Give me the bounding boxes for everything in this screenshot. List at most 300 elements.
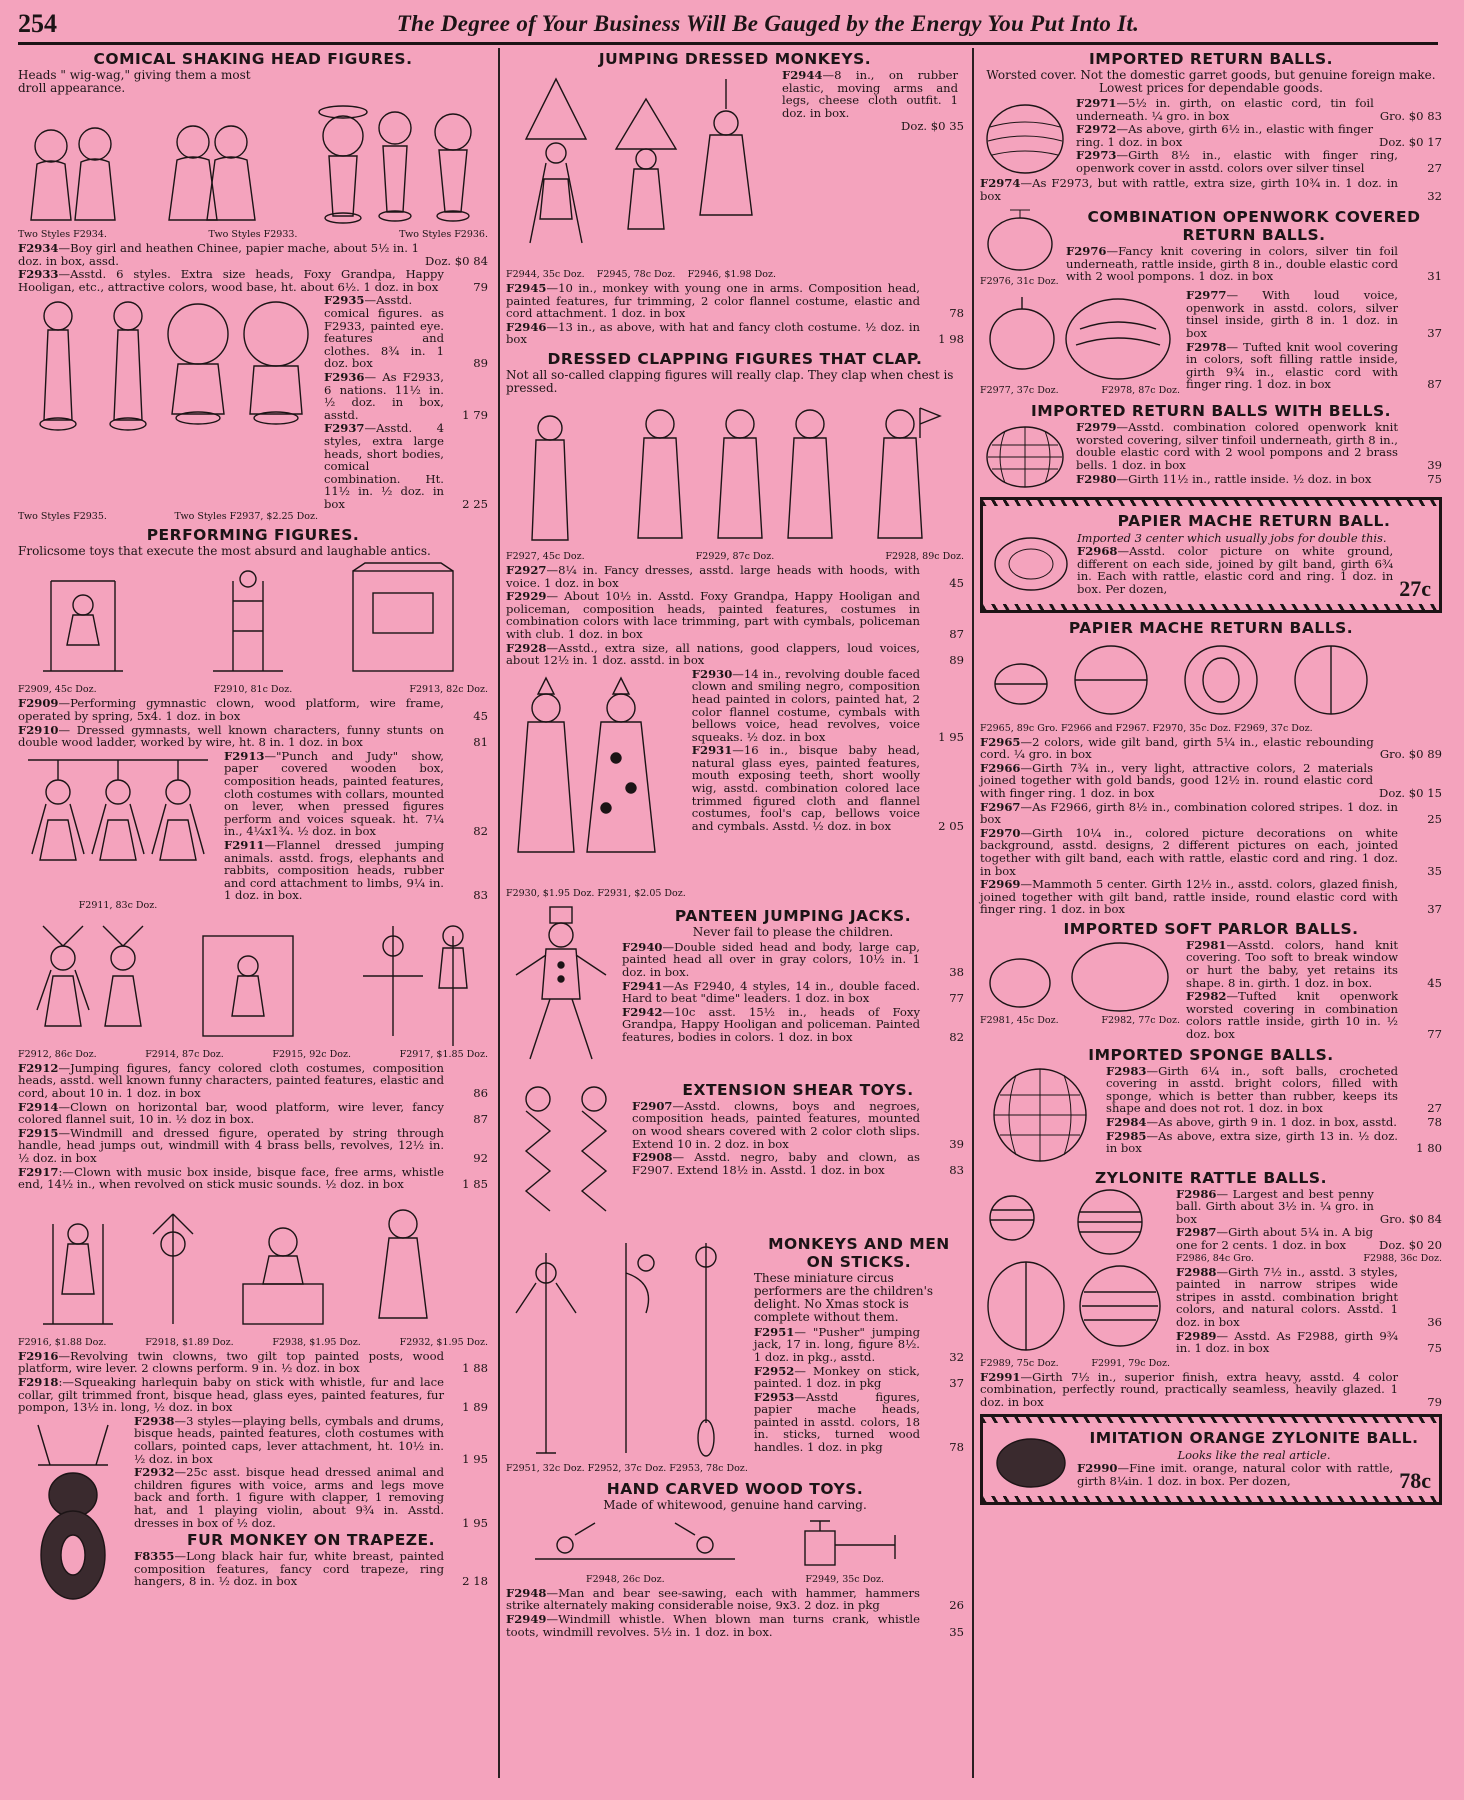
caption: F2977, 37c Doz.: [980, 385, 1059, 397]
papier-mache-banner: [980, 497, 1442, 612]
split-block: [991, 1421, 1431, 1497]
caption: F2910, 81c Doz.: [213, 684, 293, 696]
caption-row: [980, 385, 1180, 396]
product-item: [1076, 473, 1442, 486]
section-subtitle: Made of whitewood, genuine hand carving.: [603, 1497, 867, 1512]
product-item-price-row: [782, 120, 964, 133]
product-description: —As above, girth 9 in. 1 doz. in box, asstd.: [1146, 1115, 1397, 1129]
section-panteen: [506, 905, 964, 1075]
illustration-clowns: [506, 668, 686, 901]
product-item: [506, 282, 964, 320]
section-return-balls: [980, 50, 1442, 202]
illustration-orange-ball: [991, 1421, 1071, 1491]
product-price: 1 95: [462, 1451, 488, 1466]
section-title: HAND CARVED WOOD TOYS.: [606, 1479, 864, 1498]
product-item: [980, 177, 1442, 202]
product-description: —Girth 7½ in., asstd. 3 styles, painted in narrow stripes wide stripes in asstd. combination bright colors, and natural colors. Asstd. 1 doz. in box: [1176, 1264, 1398, 1329]
ball-icon: [980, 939, 1180, 1015]
product-description: —Performing gymnastic clown, wood platform, wire frame, operated by spring, 5x4. 1 doz. in box: [18, 696, 444, 724]
product-item: [622, 980, 964, 1005]
split-text: [1077, 504, 1431, 605]
product-description: —As above, extra size, girth 13 in. ½ doz. in box: [1106, 1128, 1398, 1156]
split-block: [18, 294, 488, 511]
section-shaking-head: [18, 50, 488, 522]
product-description: —Asstd. 4 styles, extra large heads, short bodies, comical combination. Ht. 11½ in. ½ doz. in box: [324, 421, 444, 511]
product-sku: F2938: [134, 1413, 175, 1428]
section-title: IMPORTED RETURN BALLS WITH BELLS.: [1030, 402, 1391, 421]
product-sku: F2974: [980, 176, 1021, 190]
product-sku: F2986: [1176, 1186, 1217, 1201]
product-price: 2 25: [462, 496, 488, 511]
product-price: 31: [1427, 269, 1442, 284]
caption-row: [980, 1358, 1170, 1369]
product-price: 78: [1427, 1115, 1442, 1129]
product-price: 86: [473, 1086, 488, 1101]
caption: F2917, $1.85 Doz.: [399, 1048, 488, 1060]
product-price: Doz. $0 84: [425, 253, 488, 268]
product-description: —Asstd., extra size, all nations, good clappers, loud voices, about 12½ in. 1 doz. asstd. in box: [506, 640, 920, 668]
product-item: [18, 1376, 488, 1414]
split-text: [224, 750, 488, 903]
product-price: 27: [1427, 1101, 1442, 1116]
illustration-picture-ball: [991, 504, 1071, 594]
caption-row: [980, 276, 1060, 287]
product-price: 77: [1427, 1027, 1442, 1042]
caption: F2986, 84c Gro.: [1176, 1252, 1254, 1264]
figure-illustration: [23, 1194, 483, 1334]
page-header: [18, 4, 1438, 44]
product-item: [1106, 1065, 1442, 1115]
product-sku: F2912: [18, 1060, 59, 1075]
product-sku: F2966: [980, 760, 1021, 775]
section-subtitle: Heads " wig-wag," giving them a most droll appearance.: [18, 68, 251, 95]
orange-ball-banner: [980, 1414, 1442, 1504]
caption-row: [506, 269, 776, 280]
figure-illustration: [506, 69, 776, 269]
caption: F2914, 87c Doz.: [145, 1048, 224, 1060]
product-price: 32: [949, 1349, 964, 1364]
section-title: COMBINATION OPENWORK COVERED RETURN BALLS.: [1087, 208, 1421, 245]
product-description: —Fancy knit covering in colors, silver tin foil underneath, rattle inside, girth 8 in., double elastic cord with 2 wool pompons. 1 doz. in box: [1066, 244, 1398, 284]
product-price: 82: [949, 1029, 964, 1044]
product-description: —14 in., revolving double faced clown and smiling negro, composition head painted in colors, painted hat, 2 color flannel costume, cymbals with bellows voice, head revolves, voice squeaks. ½ doz. in box: [691, 666, 920, 744]
product-sku: F2940: [622, 939, 663, 954]
product-item: [632, 1151, 964, 1176]
product-sku: F2970: [980, 825, 1021, 840]
caption: F2927, 45c Doz.: [506, 550, 585, 562]
product-price: 75: [1427, 471, 1442, 486]
product-description: —Clown on horizontal bar, wood platform, wire lever, fancy colored flannel suit, 10 in. ½ doz in box.: [18, 1099, 444, 1127]
product-sku: F2935: [324, 293, 365, 308]
caption: F2989, 75c Doz.: [980, 1357, 1059, 1369]
product-sku: F2931: [691, 743, 733, 758]
product-description: — Tufted knit wool covering in colors, soft filling rattle inside, girth 9¾ in., elastic cord with finger ring. 1 doz. in box: [1186, 339, 1398, 392]
product-description: —13 in., as above, with hat and fancy cloth costume. ½ doz. in box: [506, 319, 920, 347]
product-description: —10 in., monkey with young one in arms. Composition head, painted features, fur trimming, 2 color flannel costume, elastic and cord attachment. 1 doz. in box: [506, 281, 920, 321]
product-item: [980, 1371, 1442, 1409]
product-price: 1 85: [462, 1177, 488, 1192]
illustration-clapping: [506, 398, 964, 548]
product-item: [18, 268, 488, 293]
section-title: IMITATION ORANGE ZYLONITE BALL.: [1089, 1429, 1419, 1448]
section-title: JUMPING DRESSED MONKEYS.: [598, 50, 872, 68]
product-item: [1186, 289, 1442, 339]
section-title: EXTENSION SHEAR TOYS.: [682, 1080, 914, 1099]
product-description: —Boy girl and heathen Chinee, papier mache, about 5½ in. 1 doz. in box, assd.: [18, 241, 420, 268]
caption-row: [18, 511, 318, 522]
product-item: [980, 736, 1442, 761]
product-sku: F2985: [1106, 1128, 1147, 1143]
illustration-shear-toys: [506, 1079, 626, 1229]
section-subtitle: These miniature circus performers are the children's delight. No Xmas stock is complete without them.: [753, 1270, 934, 1324]
product-sku: F2915: [18, 1125, 59, 1140]
illustration-papier-balls: [980, 640, 1442, 720]
product-description: — As F2933, 6 nations. 11½ in. ½ doz. in box, asstd.: [324, 369, 444, 422]
column-middle: [498, 48, 964, 1778]
caption: F2976, 31c Doz.: [980, 276, 1059, 288]
section-subtitle: Worsted cover. Not the domestic garret goods, but genuine foreign make. Lowest prices for dependable goods.: [986, 68, 1436, 95]
illustration-shaking-figures: [18, 98, 488, 226]
product-price: 45: [949, 575, 964, 590]
caption: F2978, 87c Doz.: [1101, 385, 1180, 397]
split-text: [632, 1079, 964, 1178]
caption: F2982, 77c Doz.: [1101, 1014, 1180, 1026]
page-number: 254: [18, 9, 57, 38]
ball-icon: [991, 1435, 1071, 1491]
product-description: —Girth about 5¼ in. A big one for 2 cents. 1 doz. in box: [1176, 1225, 1374, 1252]
product-description: —Girth 6¼ in., soft balls, crocheted covering in asstd. bright colors, filled with sponge, which is better than rubber, keeps its shape and does not rot. 1 doz. in box: [1106, 1063, 1398, 1116]
column-left: [18, 48, 488, 1778]
split-block: [506, 1079, 964, 1229]
split-text: [1186, 939, 1442, 1042]
caption-row: [18, 229, 488, 240]
product-price: 37: [1427, 325, 1442, 340]
product-price: 89: [949, 653, 964, 668]
product-sku: F2953: [753, 1389, 795, 1404]
product-price: 35: [949, 1624, 964, 1639]
product-sku: F2969: [980, 877, 1021, 892]
illustration-jumping-animals: [18, 750, 218, 913]
product-description: —Asstd. 6 styles. Extra size heads, Foxy Grandpa, Happy Hooligan, etc., attractive colors, wood base, ht. about 6½. 1 doz. in box: [18, 267, 444, 294]
product-sku: F2927: [506, 562, 547, 577]
product-sku: F2971: [1076, 96, 1117, 110]
product-sku: F2976: [1066, 244, 1107, 259]
column-right: [972, 48, 1442, 1778]
product-description: —Asstd figures, papier mache heads, painted in asstd. colors, 18 in. sticks, turned wood handles. 1 doz. in pkg: [753, 1389, 920, 1455]
split-text: [1066, 206, 1442, 284]
product-description: —Girth 11½ in., rattle inside. ½ doz. in box: [1116, 471, 1372, 486]
product-price: 35: [1427, 863, 1442, 878]
product-sku: F2929: [506, 589, 547, 604]
product-price: 1 88: [462, 1361, 488, 1376]
page-title: The Degree of Your Business Will Be Gauged by the Energy You Put Into It.: [396, 11, 1140, 36]
product-description: —As above, girth 6½ in., elastic with finger ring. 1 doz. in box: [1076, 122, 1374, 149]
product-sku: F2949: [506, 1611, 547, 1626]
product-description: —8 in., on rubber elastic, moving arms and legs, cheese cloth outfit. 1 doz. in box.: [782, 68, 958, 120]
product-description: —Flannel dressed jumping animals. asstd. frogs, elephants and rabbits, composition heads, rubber and cord attachment to limbs, 9¼ in. 1 doz. in box.: [224, 838, 444, 903]
product-description: :—Squeaking harlequin baby on stick with whistle, fur and lace collar, gilt trimmed front, bisque head, glass eyes, painted features, fur pompon, 13½ in. long, ½ doz. in box: [18, 1374, 444, 1415]
product-description: —Mammoth 5 center. Girth 12½ in., asstd. colors, glazed finish, joined together with gilt band, rattle inside, round elastic cord with finger ring. 1 doz. in box: [980, 877, 1398, 917]
section-title: PERFORMING FIGURES.: [146, 526, 360, 545]
section-title: PANTEEN JUMPING JACKS.: [674, 906, 912, 925]
product-item: [18, 1101, 488, 1126]
product-sku: F2936: [324, 369, 365, 384]
product-sku: F2942: [622, 1004, 663, 1019]
product-item: [506, 590, 964, 640]
product-description: — Asstd. As F2988, girth 9¾ in. 1 doz. in box: [1176, 1328, 1398, 1356]
product-price: 27c: [1399, 575, 1431, 601]
product-price: 92: [473, 1151, 488, 1165]
caption-row: [18, 1049, 488, 1060]
product-price: Doz. $0 15: [1379, 785, 1442, 800]
split-text: [1076, 421, 1442, 486]
section-title: ZYLONITE RATTLE BALLS.: [1095, 1168, 1327, 1187]
product-sku: F2937: [324, 421, 365, 436]
illustration-fur-monkey: [18, 1415, 128, 1615]
product-sku: F2933: [18, 267, 59, 282]
product-item: [1076, 421, 1442, 471]
product-price: 37: [949, 1376, 964, 1391]
product-sku: F2928: [506, 640, 547, 655]
split-text: [1176, 1188, 1442, 1356]
product-item: [18, 697, 488, 722]
product-description: —5½ in. girth, on elastic cord, tin foil underneath. ¼ gro. in box: [1076, 96, 1374, 123]
product-item: [1076, 97, 1442, 122]
product-description: —Man and bear see-sawing, each with hammer, hammers strike alternately making considerable noise, 9x3. 2 doz. in pkg: [506, 1585, 920, 1613]
product-sku: F2916: [18, 1348, 59, 1363]
product-sku: F2977: [1186, 288, 1227, 303]
product-sku: F2918: [18, 1374, 59, 1389]
split-block: [980, 206, 1442, 289]
product-description: —As F2973, but with rattle, extra size, girth 10¾ in. 1 doz. in box: [980, 176, 1398, 203]
illustration-sticks: [506, 1233, 748, 1476]
product-sku: F2914: [18, 1099, 59, 1114]
product-price: Doz. $0 20: [1379, 1238, 1442, 1252]
product-sku: F2911: [224, 838, 265, 852]
product-description: —Girth 8½ in., elastic with finger ring, openwork cover in asstd. colors over silver tinsel: [1076, 148, 1398, 175]
caption: F2945, 78c Doz.: [596, 269, 676, 280]
section-parlor-balls: [980, 920, 1442, 1042]
illustration-parlor-balls: [980, 939, 1180, 1028]
product-sku: F2972: [1076, 122, 1117, 137]
split-text: [1186, 289, 1442, 392]
section-title: PAPIER MACHE RETURN BALL.: [1117, 512, 1391, 531]
product-item: [622, 1006, 964, 1044]
product-price: Gro. $0 83: [1379, 108, 1442, 123]
split-block: [18, 1415, 488, 1615]
figure-illustration: [23, 561, 483, 681]
caption: F2946, $1.98 Doz.: [687, 269, 776, 280]
split-text: [1077, 1421, 1431, 1497]
split-text: [1106, 1065, 1442, 1156]
product-price: 2 05: [938, 818, 964, 833]
product-description: :—Clown with music box inside, bisque face, free arms, whistle end, 14½ in., when revolved on stick music sounds. ½ doz. in box: [18, 1164, 444, 1192]
ball-icon: [980, 289, 1180, 385]
product-item: [980, 827, 1442, 877]
split-block: [506, 905, 964, 1075]
split-block: [506, 69, 964, 282]
caption: F2915, 92c Doz.: [272, 1048, 352, 1060]
product-item: [1176, 1188, 1442, 1226]
product-description: —"Punch and Judy" show, paper covered wooden box, composition heads, painted features, cloth costumes with collars, mounted on lever, when pressed figures perform and voices squeak. ht. 7¼ in., 4¼x1¾. ½ doz. in box: [224, 748, 444, 839]
split-block: [506, 1233, 964, 1476]
product-price: 39: [949, 1136, 964, 1151]
caption-row: [18, 1337, 488, 1348]
figure-illustration: [23, 98, 483, 226]
product-item: [692, 668, 964, 744]
ball-icon: [981, 640, 1441, 720]
product-price: 38: [949, 964, 964, 979]
product-item: [622, 941, 964, 979]
illustration-sponge-ball: [980, 1065, 1100, 1165]
product-sku: F2917: [18, 1164, 59, 1179]
caption-row: [506, 551, 964, 562]
split-block: [506, 668, 964, 901]
section-title: IMPORTED SOFT PARLOR BALLS.: [1063, 919, 1359, 938]
figure-illustration: [18, 1415, 128, 1615]
product-item: [782, 69, 964, 119]
section-extension-shear: [506, 1079, 964, 1229]
product-item: [754, 1391, 964, 1454]
product-price: 81: [473, 735, 488, 750]
product-sku: F2952: [753, 1363, 795, 1378]
product-price: 1 95: [462, 1515, 488, 1530]
product-sku: F2982: [1186, 989, 1227, 1004]
illustration-openwork-ball: [980, 206, 1060, 289]
product-item: [324, 371, 488, 421]
caption: Two Styles F2935.: [18, 511, 107, 523]
caption: Two Styles F2933.: [208, 229, 298, 240]
product-item: [224, 750, 488, 838]
section-title: COMICAL SHAKING HEAD FIGURES.: [93, 50, 413, 68]
product-sku: F2907: [632, 1098, 673, 1113]
product-price: 32: [1427, 188, 1442, 203]
section-subtitle: Frolicsome toys that execute the most absurd and laughable antics.: [18, 544, 431, 559]
product-price: Doz. $0 35: [901, 119, 964, 134]
section-wood-toys: [506, 1480, 964, 1638]
caption: F2911, 83c Doz.: [78, 899, 158, 911]
product-item: [506, 1587, 964, 1612]
product-item: [1106, 1116, 1442, 1129]
section-subtitle: Imported 3 center which usually jobs for double this.: [1077, 531, 1387, 546]
caption-row: [506, 888, 686, 899]
per-dozen-label: Per dozen,: [1228, 1474, 1291, 1488]
product-price: 89: [473, 356, 488, 371]
figure-illustration: [506, 1233, 746, 1463]
product-price: 83: [473, 888, 488, 903]
product-description: — Dressed gymnasts, well known characters, funny stunts on double wood ladder, worked by wire, ht. 8 in. 1 doz. in box: [18, 722, 444, 750]
caption: Two Styles F2937, $2.25 Doz.: [174, 511, 318, 523]
product-price: 1 95: [938, 729, 964, 744]
product-item: [18, 1062, 488, 1100]
section-title: IMPORTED SPONGE BALLS.: [1088, 1045, 1334, 1064]
section-zylonite: [980, 1169, 1442, 1409]
product-price: Gro. $0 89: [1379, 747, 1442, 762]
section-sticks: [506, 1233, 964, 1476]
caption: F2991, 79c Doz.: [1091, 1357, 1170, 1369]
product-price: 1 89: [462, 1400, 488, 1415]
product-item: [506, 642, 964, 667]
section-subtitle: Never fail to please the children.: [692, 924, 894, 939]
product-item: [980, 801, 1442, 826]
product-description: —Asstd. comical figures. as F2933, painted eye. features and clothes. 8¾ in. 1 doz. box: [324, 293, 444, 371]
product-item: [1077, 544, 1431, 601]
product-sku: F2930: [691, 666, 733, 681]
product-sku: F2978: [1186, 339, 1227, 354]
product-description: —Tufted knit openwork worsted covering in combination colors rattle inside, girth 10 in. ½ doz. box: [1186, 989, 1398, 1042]
product-sku: F2909: [18, 696, 59, 711]
illustration-clown-figures: [18, 1194, 488, 1334]
caption: F2981, 45c Doz.: [980, 1014, 1059, 1026]
product-sku: F2908: [632, 1150, 673, 1165]
figure-illustration: [515, 1515, 955, 1571]
product-item: [1186, 939, 1442, 989]
product-item: [134, 1466, 488, 1529]
product-sku: F8355: [134, 1549, 175, 1564]
figure-illustration: [506, 905, 616, 1075]
caption-row: [18, 900, 218, 911]
product-sku: F2981: [1186, 937, 1227, 952]
product-price: 37: [1427, 902, 1442, 917]
product-description: —Girth 10¼ in., colored picture decorations on white background, asstd. designs, 2 different pictures on each, jointed together with gilt band, each with rattle, elastic cord and ring. 1 doz. in box: [980, 825, 1398, 878]
split-text: [782, 69, 964, 134]
product-item: [1186, 990, 1442, 1040]
caption: F2932, $1.95 Doz.: [399, 1336, 488, 1348]
ball-icon: [980, 206, 1060, 276]
split-block: [980, 939, 1442, 1042]
figure-illustration: [506, 668, 666, 888]
per-dozen-label: Per dozen,: [1105, 581, 1168, 596]
product-sku: F2910: [18, 722, 59, 737]
header-rule: [18, 42, 1438, 45]
product-price: 39: [1427, 457, 1442, 472]
product-sku: F2991: [980, 1369, 1021, 1384]
illustration-wood-toys: [506, 1515, 964, 1571]
caption: F2913, 82c Doz.: [409, 684, 488, 696]
product-item: [1176, 1330, 1442, 1355]
product-item: [1176, 1266, 1442, 1329]
figure-illustration: [506, 1079, 626, 1229]
product-item: [506, 564, 964, 589]
product-sku: F2948: [506, 1585, 547, 1600]
product-item: [506, 1613, 964, 1638]
product-description: — Largest and best penny ball. Girth about 3½ in. ¼ gro. in box: [1176, 1186, 1374, 1226]
product-price: 2 18: [462, 1574, 488, 1589]
product-price: 45: [1427, 975, 1442, 990]
caption: F2912, 86c Doz.: [18, 1048, 97, 1060]
product-sku: F2932: [134, 1465, 175, 1480]
caption: F2930, $1.95 Doz. F2931, $2.05 Doz.: [506, 887, 686, 899]
product-sku: F2980: [1076, 471, 1117, 486]
caption: F2928, 89c Doz.: [885, 550, 964, 562]
split-text: [754, 1233, 964, 1455]
ball-icon: [980, 421, 1070, 491]
product-description: — "Pusher" jumping jack, 17 in. long, figure 8½. 1 doz. in pkg., asstd.: [753, 1324, 920, 1364]
product-price: Doz. $0 17: [1379, 134, 1442, 149]
illustration-monkeys: [506, 69, 776, 282]
product-item: [1076, 149, 1442, 174]
caption: Two Styles F2934.: [18, 229, 107, 240]
product-price: 83: [949, 1162, 964, 1177]
split-block: [980, 97, 1442, 177]
product-sku: F2965: [980, 734, 1021, 749]
product-item: [1106, 1130, 1442, 1155]
illustration-jumping-jack: [506, 905, 616, 1075]
product-price: 1 79: [462, 407, 488, 422]
product-sku: F2983: [1106, 1063, 1147, 1078]
product-item: [18, 1350, 488, 1375]
ball-icon: [980, 1065, 1100, 1165]
